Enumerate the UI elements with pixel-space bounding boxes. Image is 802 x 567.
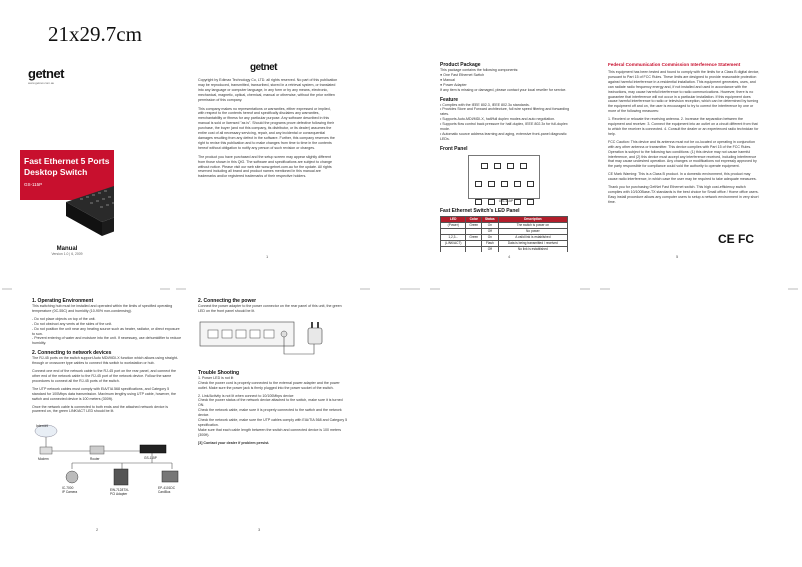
feature-item: • Provides Store and Forward architecture, full wire speed filtering and forwarding rates.: [440, 107, 570, 117]
fcc-paragraph: This equipment has been tested and found to comply with the limits for a Class B digital device, pursuant to Part 15 of FCC Rules. These limits are designed to provide reasonable protection against harmful interference in a residential installation. This equipment generates, uses, and can radiate radio frequency energy and, if not installed and used in accordance with the instructions, may cause harmful interference to radio communications. However, there is no guarantee that interference will not occur in a particular installation. If this equipment does cause harmful interference to radio or television reception, which can be determined by turning the equipment off and on, the user is encouraged to try to correct the interference by one or more of the following measures:: [608, 70, 760, 114]
power-diagram: [198, 318, 348, 366]
certification-logo: CE FC: [718, 232, 754, 246]
switch-product-image: [60, 180, 114, 240]
brand-subtitle: www.getnet.com.au: [28, 81, 55, 85]
diagram-label-internet: Internet: [36, 424, 48, 429]
operating-text: This switching hub must be installed and operated within the limits of specified operating temperature (0C-55C) and humidity (10-90% non-condensing).: [32, 304, 173, 313]
trouble-item: Check the network cable, make sure it is properly connected to the switch and the network device.: [198, 408, 342, 418]
operating-text: The UTP network cables must comply with EIA/TIA 568 specifications, and Category 5 standard for 100Mbps data transmission. Maximum lengthy using UTP cable, however, the switch and connected device is 100 meters (300ft).: [32, 386, 176, 401]
page-number: 3: [258, 527, 261, 532]
page-number: 2: [96, 527, 99, 532]
diagram-label-device-sub: CardBus: [158, 490, 171, 495]
feature-item: • Automatic source address learning and aging, extensive front-panel diagnostic LEDs.: [440, 131, 567, 141]
fcc-title: Federal Communication Commission Interference Statement: [608, 62, 741, 67]
table-row: Off No link is established: [441, 246, 568, 252]
front-panel-title: Front Panel: [440, 145, 468, 152]
page-number: 5: [676, 254, 679, 259]
diagram-label-modem: Modem: [38, 457, 49, 462]
paper-size-label: 21x29.7cm: [48, 22, 142, 46]
diagram-label-device-sub: IP Camera: [62, 490, 78, 495]
package-item: ● One Fast Ethernet Switch: [440, 72, 485, 77]
feature-item: • Supports flow control back pressure for half-duplex, IEEE 802.3x for full-duplex mode.: [440, 122, 568, 132]
fcc-paragraph: Thank you for purchasing GetNet Fast Ethernet switch. This high cost-efficiency switch complies with 10/100Base-TX standards is the best choice for Small office / Home office users. Easy install procedure allows any computer users to setup a network environment in very short time.: [608, 185, 759, 204]
manual-label: Manual: [56, 246, 78, 252]
package-title: Product Package: [440, 62, 481, 68]
diagram-label-device: EP-4101DC: [158, 486, 176, 491]
feature-title: Feature: [440, 96, 459, 103]
led-header: Color: [466, 216, 482, 222]
diagram-label-device: EW-7128TXL: [110, 488, 130, 493]
package-page: [440, 62, 572, 252]
trouble-item: Check the power status of the network device attached to the switch, make sure it is turned ON.: [198, 398, 343, 408]
copyright-paragraph: This company makes no representations or warranties, either expressed or implied, with respect to the contents hereof and specifically disclaims any warranties, merchantability or fitness for any particular purpose. Any software described in this manual is sold or licensed "as is". Should the programs prove defective following their purchase, the buyer (and not this company, its distributor, or its dealer) assumes the entire cost of all necessary servicing, repair, and any incidental or consequential damages resulting from any defect in the software. Further, this company reserves the right to revise this publication and to make changes from time to time in the contents hereof without obligation to notify any person of such revision or changes.: [198, 106, 335, 150]
fcc-paragraph: 1. Reorient or relocate the receiving antenna. 2. Increase the separation between the equipment and receiver. 3. Connect the equipment into an outlet on a circuit different from that to which the receiver is connected. 4. Consult the dealer or an experienced radio technician for help.: [608, 117, 759, 136]
front-panel-diagram: [468, 155, 540, 199]
operating-bullet: - Prevent entering of water and moisture into the unit. If necessary, use dehumidifier to reduce humidity.: [32, 336, 182, 346]
page-number: 1: [266, 254, 269, 259]
operating-page: [32, 298, 182, 523]
cover-title-line2: Desktop Switch: [24, 167, 88, 177]
power-text: Connect the power adapter to the power connector on the rear panel of this unit, the green LED on the front panel should be lit.: [198, 304, 342, 313]
table-row: (Power) Green On The switch is power on: [441, 222, 568, 228]
operating-text: Connect one end of the network cable to the RJ-45 port on the rear panel, and connect the other end of the network cable to the RJ-45 port of the network device. Follow the same procedures to connect all the RJ-45 ports of the switch.: [32, 369, 177, 383]
diagram-label-switch: GS-115P: [144, 456, 157, 461]
package-item: ● Power Adapter: [440, 82, 467, 87]
front-panel-caption: GS-115P: [498, 198, 514, 203]
trouble-item: 2. Link/Activity is not lit when connect to 10/100Mbps device: [198, 393, 294, 398]
copyright-page: [198, 60, 338, 265]
connecting-title: 2. Connecting to network devices: [32, 350, 112, 357]
trouble-item: Make sure that each cable length between the switch and connected device is 100 meters (300ft).: [198, 427, 342, 437]
copyright-paragraph: Copyright by Edimax Technology Co, LTD. all rights reserved. No part of this publication may be reproduced, transmitted, transcribed, stored in a retrieval system, or translated into any language or computer language, in any form or by any means, electronic, mechanical, magnetic, optical, chemical, manual or otherwise, without the prior written permission of this company.: [198, 78, 338, 102]
diagram-label-device: IC-7000: [62, 486, 74, 491]
table-row: (LINK/ACT) Flash Data is being transmitted / received: [441, 240, 568, 246]
operating-title: 1. Operating Environment: [32, 298, 94, 304]
power-title: 2. Connecting the power: [198, 298, 257, 304]
page-number: 4: [508, 254, 511, 259]
operating-bullet: - Do not place objects on top of the unit.: [32, 316, 96, 321]
table-row: 1,2,3... Green On A valid link is established: [441, 234, 568, 240]
trouble-item: [3] Contact your dealer if problem persist.: [198, 440, 270, 445]
fcc-paragraph: FCC Caution: This device and its antenna must not be co-located or operating in conjunction with any other antenna or transmitter. This device complies with Part 15 of the FCC Rules. Operation is subject to the following two conditions: (1) this device may not cause harmful interference, and (2) this device must accept any interference received, including interference that may cause undesired operation. Any changes or modifications not expressly approved by the party responsible for compliance could void the authority to operate equipment.: [608, 139, 757, 169]
power-page: [198, 298, 348, 523]
crop-marks: [0, 286, 802, 294]
package-item: ● Manual: [440, 77, 455, 82]
feature-item: • Complies with the IEEE 802.3, IEEE 802.3u standards.: [440, 102, 530, 107]
led-header: Description: [498, 216, 567, 222]
led-header: LED: [441, 216, 466, 222]
led-table-title: Fast Ethernet Switch's LED Panel: [440, 207, 520, 214]
trouble-item: Check the power cord is properly connected to the external power adapter and the power outlet. Make sure the power jack is firmly plugged into the power socket of the switch.: [198, 380, 340, 390]
trouble-item: Check the network cable, make sure the UTP cables comply with EIA/TIA 568 and Category 5 specification.: [198, 418, 348, 427]
fcc-page: [608, 62, 760, 252]
diagram-label-router: Router: [90, 457, 100, 462]
network-diagram: [32, 417, 182, 501]
trouble-title: Trouble Shooting: [198, 369, 240, 376]
package-note: If any item is missing or damaged, please contact your local reseller for service.: [440, 87, 567, 92]
fcc-paragraph: CE Mark Warning: This is a Class B product. In a domestic environment, this product may cause radio interference, in which case the user may be required to take adequate measures.: [608, 172, 757, 182]
manual-version: Version 1.0 | 6, 2009: [51, 252, 83, 256]
table-row: Off No power: [441, 228, 568, 234]
led-table: [440, 216, 568, 252]
cover-title-line1: Fast Ethernet 5 Ports: [24, 156, 110, 166]
operating-bullet: - Do not position the unit near any heating source such as heater, radiator, or direct exposure to sun.: [32, 326, 180, 336]
operating-text: Once the network cable is connected to both ends and the attached network device is powered on, the green LINK/ACT LED should be lit.: [32, 404, 169, 414]
feature-item: • Supports Auto-MDI/MDI-X, half/full duplex modes and auto negotiation.: [440, 117, 556, 122]
trouble-item: 1. Power LED is not lit: [198, 375, 234, 380]
package-intro: This package contains the following components:: [440, 68, 519, 72]
copyright-paragraph: The product you have purchased and the setup screen may appear slightly different from those shown in this QIG. The software and specifications are subject to change without notice. Please visit our web site www.getnet.com.au for the update. All rights reserved including all brand and product names mentioned in this manual are trademarks and/or registered trademarks of their respective holders.: [198, 154, 332, 179]
operating-text: The RJ-45 ports on the switch support Auto MDI/MDI-X function which allows using straight-through or crossover type cables to connect this switch to workstation or hub.: [32, 356, 179, 366]
operating-bullet: - Do not obstruct any vents at the sides of the unit.: [32, 321, 113, 326]
led-header: Status: [482, 216, 499, 222]
brand-logo: getnet: [28, 66, 64, 81]
copyright-logo: getnet: [250, 62, 277, 73]
cover-page: [20, 60, 114, 286]
diagram-label-device-sub: PCI Adapter: [110, 492, 128, 497]
cover-model: GS-115P: [24, 182, 43, 187]
